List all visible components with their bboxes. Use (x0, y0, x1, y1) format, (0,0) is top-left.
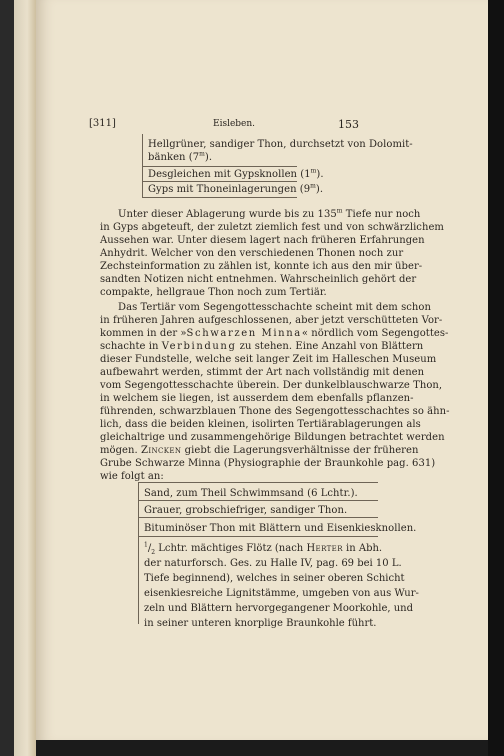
table1-row1-line1: Hellgrüner, sandiger Thon, durchsetzt von Dolomit- (148, 139, 413, 150)
para2-line: kommen in der »Schwarzen Minna« nördlich vom Segengottes- (100, 328, 449, 339)
para1-line: compakte, hellgraue Thon noch zum Tertiär. (100, 287, 327, 298)
para2-line: Grube Schwarze Minna (Physiographie der Braunkohle pag. 631) (100, 458, 436, 469)
para2-line: mögen. Zincken giebt die Lagerungsverhältnisse der früheren (100, 445, 419, 456)
para2-line: Das Tertiär vom Segengottesschachte scheint mit dem schon (118, 302, 431, 313)
table2-rule (138, 500, 378, 501)
table2-row4-line: Tiefe beginnend), welches in seiner oberen Schicht (144, 573, 405, 584)
para2-line: vom Segengottesschachte überein. Der dunkelblauschwarze Thon, (100, 380, 443, 391)
page-number: 153 (338, 118, 359, 131)
para1-line: sandten Notizen nicht entnehmen. Wahrscheinlich gehört der (100, 274, 417, 285)
table2-row2: Grauer, grobschiefriger, sandiger Thon. (144, 505, 348, 516)
para2-line: dieser Fundstelle, welche seit langer Zeit im Halleschen Museum (100, 354, 437, 365)
table2-rule (138, 482, 378, 483)
table2-row4-line1: $^1/_2$ Lchtr. mächtiges Flötz (nach Herter in Abh. (144, 541, 383, 556)
table2-row4-line: zeln und Blättern hervorgegangener Moorkohle, und (144, 603, 414, 614)
table2-row1: Sand, zum Theil Schwimmsand (6 Lchtr.). (144, 488, 358, 499)
table2-rule (138, 536, 378, 537)
previous-page-edge (14, 0, 36, 756)
table2-vertical-rule (138, 482, 139, 624)
para2-line: wie folgt an: (100, 471, 164, 482)
table2-rule (138, 517, 378, 518)
scan-background-left (0, 0, 14, 756)
table1-row2: Desgleichen mit Gypsknollen (1$^m$). (148, 167, 324, 180)
para2-line: schachte in Verbindung zu stehen. Eine Anzahl von Blättern (100, 341, 424, 352)
para2-line: in früheren Jahren aufgeschlossenen, aber jetzt verschütteten Vor- (100, 315, 443, 326)
scan-background-right (488, 0, 504, 756)
table2-row3: Bituminöser Thon mit Blättern und Eisenkiesknollen. (144, 523, 417, 534)
table1-rule (142, 181, 297, 182)
table1-row3: Gyps mit Thoneinlagerungen (9$^m$). (148, 182, 324, 195)
para1-line: Aussehen war. Unter diesem lagert nach früheren Erfahrungen (100, 235, 425, 246)
header-place-title: Eisleben. (213, 119, 256, 129)
table2-row4-line: in seiner unteren knorplige Braunkohle führt. (144, 618, 377, 629)
para1-line: Unter dieser Ablagerung wurde bis zu 135$^m$ Tiefe nur noch (118, 207, 421, 220)
table2-row4-line: der naturforsch. Ges. zu Halle IV, pag. 69 bei 10 L. (144, 558, 402, 569)
para2-line: in welchem sie liegen, ist ausserdem dem ebenfalls pflanzen- (100, 393, 414, 404)
header-section-number: [311] (89, 118, 116, 129)
para2-line: lich, dass die beiden kleinen, isolirten Tertiärablagerungen als (100, 419, 421, 430)
table1-rule (142, 197, 297, 198)
para2-line: gleichaltrige und zusammengehörige Bildungen betrachtet werden (100, 432, 445, 443)
para1-line: in Gyps abgeteuft, der zuletzt ziemlich fest und von schwärzlichem (100, 222, 444, 233)
para2-line: führenden, schwarzblauen Thone des Segengottesschachtes so ähn- (100, 406, 450, 417)
para1-line: Anhydrit. Welcher von den verschiedenen Thonen noch zur (100, 248, 404, 259)
para1-line: Zechsteinformation zu zählen ist, konnte ich aus den mir über- (100, 261, 423, 272)
table1-row1-line2: bänken (7$^m$). (148, 150, 213, 163)
book-page (36, 0, 488, 740)
table1-rule (142, 166, 297, 167)
table2-row4-line: eisenkiesreiche Lignitstämme, umgeben von aus Wur- (144, 588, 419, 599)
para2-line: aufbewahrt werden, stimmt der Art nach vollständig mit denen (100, 367, 425, 378)
